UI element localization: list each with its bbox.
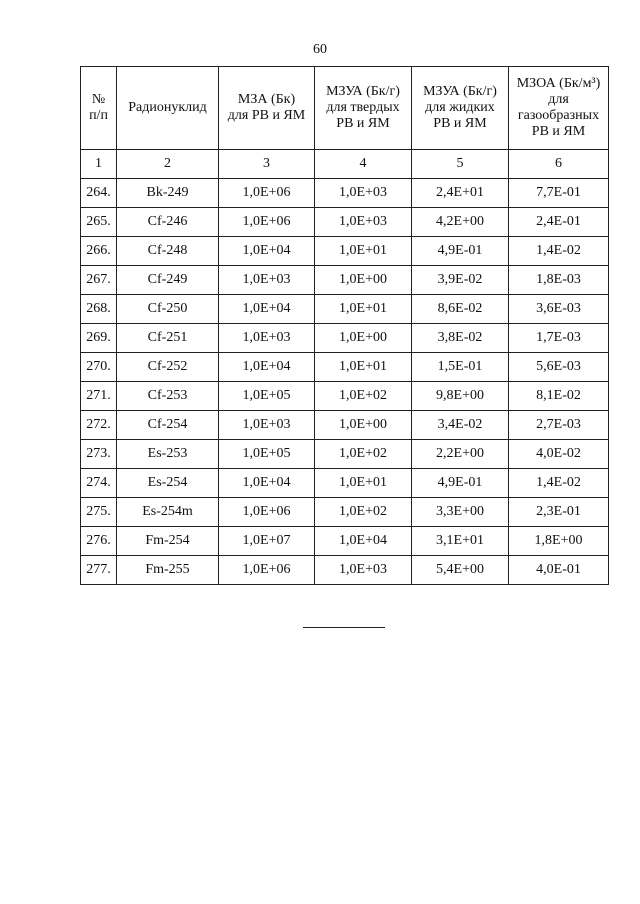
- mzua-liquid-value: 8,6E-02: [412, 295, 509, 324]
- mzua-solid-value: 1,0E+02: [315, 440, 412, 469]
- table-row: [81, 266, 609, 295]
- row-number: 270.: [81, 353, 117, 382]
- row-number: 276.: [81, 527, 117, 556]
- mzoa-gas-value: 1,4E-02: [509, 237, 609, 266]
- column-index: 5: [412, 150, 509, 179]
- header-line: для РВ и ЯМ: [227, 108, 306, 123]
- row-number: 264.: [81, 179, 117, 208]
- column-index: 2: [117, 150, 219, 179]
- radionuclide-name: Cf-254: [117, 411, 219, 440]
- mzoa-gas-value: 2,7E-03: [509, 411, 609, 440]
- column-index: 1: [81, 150, 117, 179]
- mzua-solid-value: 1,0E+01: [315, 295, 412, 324]
- mzoa-gas-value: 2,3E-01: [509, 498, 609, 527]
- mzua-liquid-value: 4,2E+00: [412, 208, 509, 237]
- mzua-solid-value: 1,0E+03: [315, 179, 412, 208]
- mza-value: 1,0E+04: [219, 353, 315, 382]
- mzua-liquid-value: 3,4E-02: [412, 411, 509, 440]
- mzoa-gas-value: 1,8E+00: [509, 527, 609, 556]
- mzoa-gas-value: 4,0E-02: [509, 440, 609, 469]
- column-index: 6: [509, 150, 609, 179]
- radionuclide-name: Cf-250: [117, 295, 219, 324]
- header-line: Радионуклид: [128, 100, 207, 115]
- table-row: [81, 237, 609, 266]
- mzua-liquid-value: 4,9E-01: [412, 469, 509, 498]
- radionuclide-name: Cf-251: [117, 324, 219, 353]
- mza-value: 1,0E+03: [219, 324, 315, 353]
- row-number: 269.: [81, 324, 117, 353]
- mzua-solid-value: 1,0E+00: [315, 411, 412, 440]
- radionuclide-name: Cf-253: [117, 382, 219, 411]
- mzoa-gas-value: 3,6E-03: [509, 295, 609, 324]
- radionuclide-name: Cf-248: [117, 237, 219, 266]
- mza-value: 1,0E+04: [219, 469, 315, 498]
- mzua-solid-value: 1,0E+02: [315, 382, 412, 411]
- table-row: [81, 324, 609, 353]
- mza-value: 1,0E+04: [219, 295, 315, 324]
- row-number: 275.: [81, 498, 117, 527]
- column-index: 4: [315, 150, 412, 179]
- row-number: 266.: [81, 237, 117, 266]
- mzoa-gas-value: 4,0E-01: [509, 556, 609, 585]
- mza-value: 1,0E+06: [219, 208, 315, 237]
- row-number: 271.: [81, 382, 117, 411]
- mzoa-gas-value: 5,6E-03: [509, 353, 609, 382]
- header-specific-activity-solid: [315, 67, 412, 150]
- table-row: [81, 208, 609, 237]
- mzoa-gas-value: 7,7E-01: [509, 179, 609, 208]
- header-line: газообразных: [517, 108, 600, 123]
- page-number: 60: [313, 42, 327, 57]
- table-row: [81, 179, 609, 208]
- header-line: п/п: [89, 108, 108, 123]
- table-row: [81, 469, 609, 498]
- mzua-solid-value: 1,0E+01: [315, 469, 412, 498]
- mzua-liquid-value: 2,2E+00: [412, 440, 509, 469]
- table-row: [81, 440, 609, 469]
- header-line: МЗОА (Бк/м³): [516, 76, 601, 91]
- mzua-liquid-value: 2,4E+01: [412, 179, 509, 208]
- mzua-solid-value: 1,0E+01: [315, 237, 412, 266]
- mzua-liquid-value: 9,8E+00: [412, 382, 509, 411]
- table-row: [81, 353, 609, 382]
- radionuclide-name: Es-253: [117, 440, 219, 469]
- table-body: [81, 179, 609, 585]
- mza-value: 1,0E+05: [219, 382, 315, 411]
- header-specific-activity-liquid: [412, 67, 509, 150]
- mzua-liquid-value: 3,1E+01: [412, 527, 509, 556]
- mzua-solid-value: 1,0E+01: [315, 353, 412, 382]
- mzoa-gas-value: 1,7E-03: [509, 324, 609, 353]
- header-activity: [219, 67, 315, 150]
- column-index: 3: [219, 150, 315, 179]
- mza-value: 1,0E+03: [219, 266, 315, 295]
- radionuclide-name: Es-254m: [117, 498, 219, 527]
- mzua-liquid-value: 4,9E-01: [412, 237, 509, 266]
- radionuclide-name: Cf-249: [117, 266, 219, 295]
- header-volume-activity-gas: [509, 67, 609, 150]
- radionuclide-name: Cf-246: [117, 208, 219, 237]
- row-number: 265.: [81, 208, 117, 237]
- mzoa-gas-value: 2,4E-01: [509, 208, 609, 237]
- row-number: 268.: [81, 295, 117, 324]
- mza-value: 1,0E+04: [219, 237, 315, 266]
- radionuclide-name: Fm-255: [117, 556, 219, 585]
- header-number: [81, 67, 117, 150]
- table-row: [81, 556, 609, 585]
- radionuclide-name: Fm-254: [117, 527, 219, 556]
- mzua-solid-value: 1,0E+03: [315, 556, 412, 585]
- radionuclide-table: [80, 66, 609, 585]
- header-line: МЗА (Бк): [237, 92, 296, 107]
- row-number: 274.: [81, 469, 117, 498]
- mzua-solid-value: 1,0E+03: [315, 208, 412, 237]
- row-number: 277.: [81, 556, 117, 585]
- mza-value: 1,0E+06: [219, 179, 315, 208]
- header-radionuclide: [117, 67, 219, 150]
- mzua-liquid-value: 3,8E-02: [412, 324, 509, 353]
- mzua-liquid-value: 5,4E+00: [412, 556, 509, 585]
- row-number: 273.: [81, 440, 117, 469]
- table-row: [81, 527, 609, 556]
- radionuclide-name: Bk-249: [117, 179, 219, 208]
- table-row: [81, 382, 609, 411]
- mza-value: 1,0E+06: [219, 498, 315, 527]
- mzoa-gas-value: 1,4E-02: [509, 469, 609, 498]
- mzua-liquid-value: 3,3E+00: [412, 498, 509, 527]
- table-row: [81, 411, 609, 440]
- table-row: [81, 498, 609, 527]
- end-divider-line: [303, 627, 385, 628]
- mza-value: 1,0E+03: [219, 411, 315, 440]
- header-row: [81, 67, 609, 150]
- header-line: для: [548, 92, 569, 107]
- table-header: [81, 67, 609, 179]
- mzoa-gas-value: 8,1E-02: [509, 382, 609, 411]
- radionuclide-name: Cf-252: [117, 353, 219, 382]
- mzua-solid-value: 1,0E+00: [315, 266, 412, 295]
- table-row: [81, 295, 609, 324]
- header-line: №: [91, 92, 106, 107]
- header-line: РВ и ЯМ: [433, 116, 487, 131]
- mza-value: 1,0E+06: [219, 556, 315, 585]
- mza-value: 1,0E+07: [219, 527, 315, 556]
- header-line: для твердых: [326, 100, 400, 115]
- column-index-row: [81, 150, 609, 179]
- row-number: 267.: [81, 266, 117, 295]
- mzua-liquid-value: 3,9E-02: [412, 266, 509, 295]
- row-number: 272.: [81, 411, 117, 440]
- header-line: МЗУА (Бк/г): [326, 84, 400, 99]
- header-line: МЗУА (Бк/г): [423, 84, 497, 99]
- mzoa-gas-value: 1,8E-03: [509, 266, 609, 295]
- header-line: для жидких: [425, 100, 495, 115]
- header-line: РВ и ЯМ: [336, 116, 390, 131]
- header-line: РВ и ЯМ: [531, 124, 586, 139]
- mzua-liquid-value: 1,5E-01: [412, 353, 509, 382]
- mzua-solid-value: 1,0E+02: [315, 498, 412, 527]
- mza-value: 1,0E+05: [219, 440, 315, 469]
- mzua-solid-value: 1,0E+04: [315, 527, 412, 556]
- mzua-solid-value: 1,0E+00: [315, 324, 412, 353]
- radionuclide-name: Es-254: [117, 469, 219, 498]
